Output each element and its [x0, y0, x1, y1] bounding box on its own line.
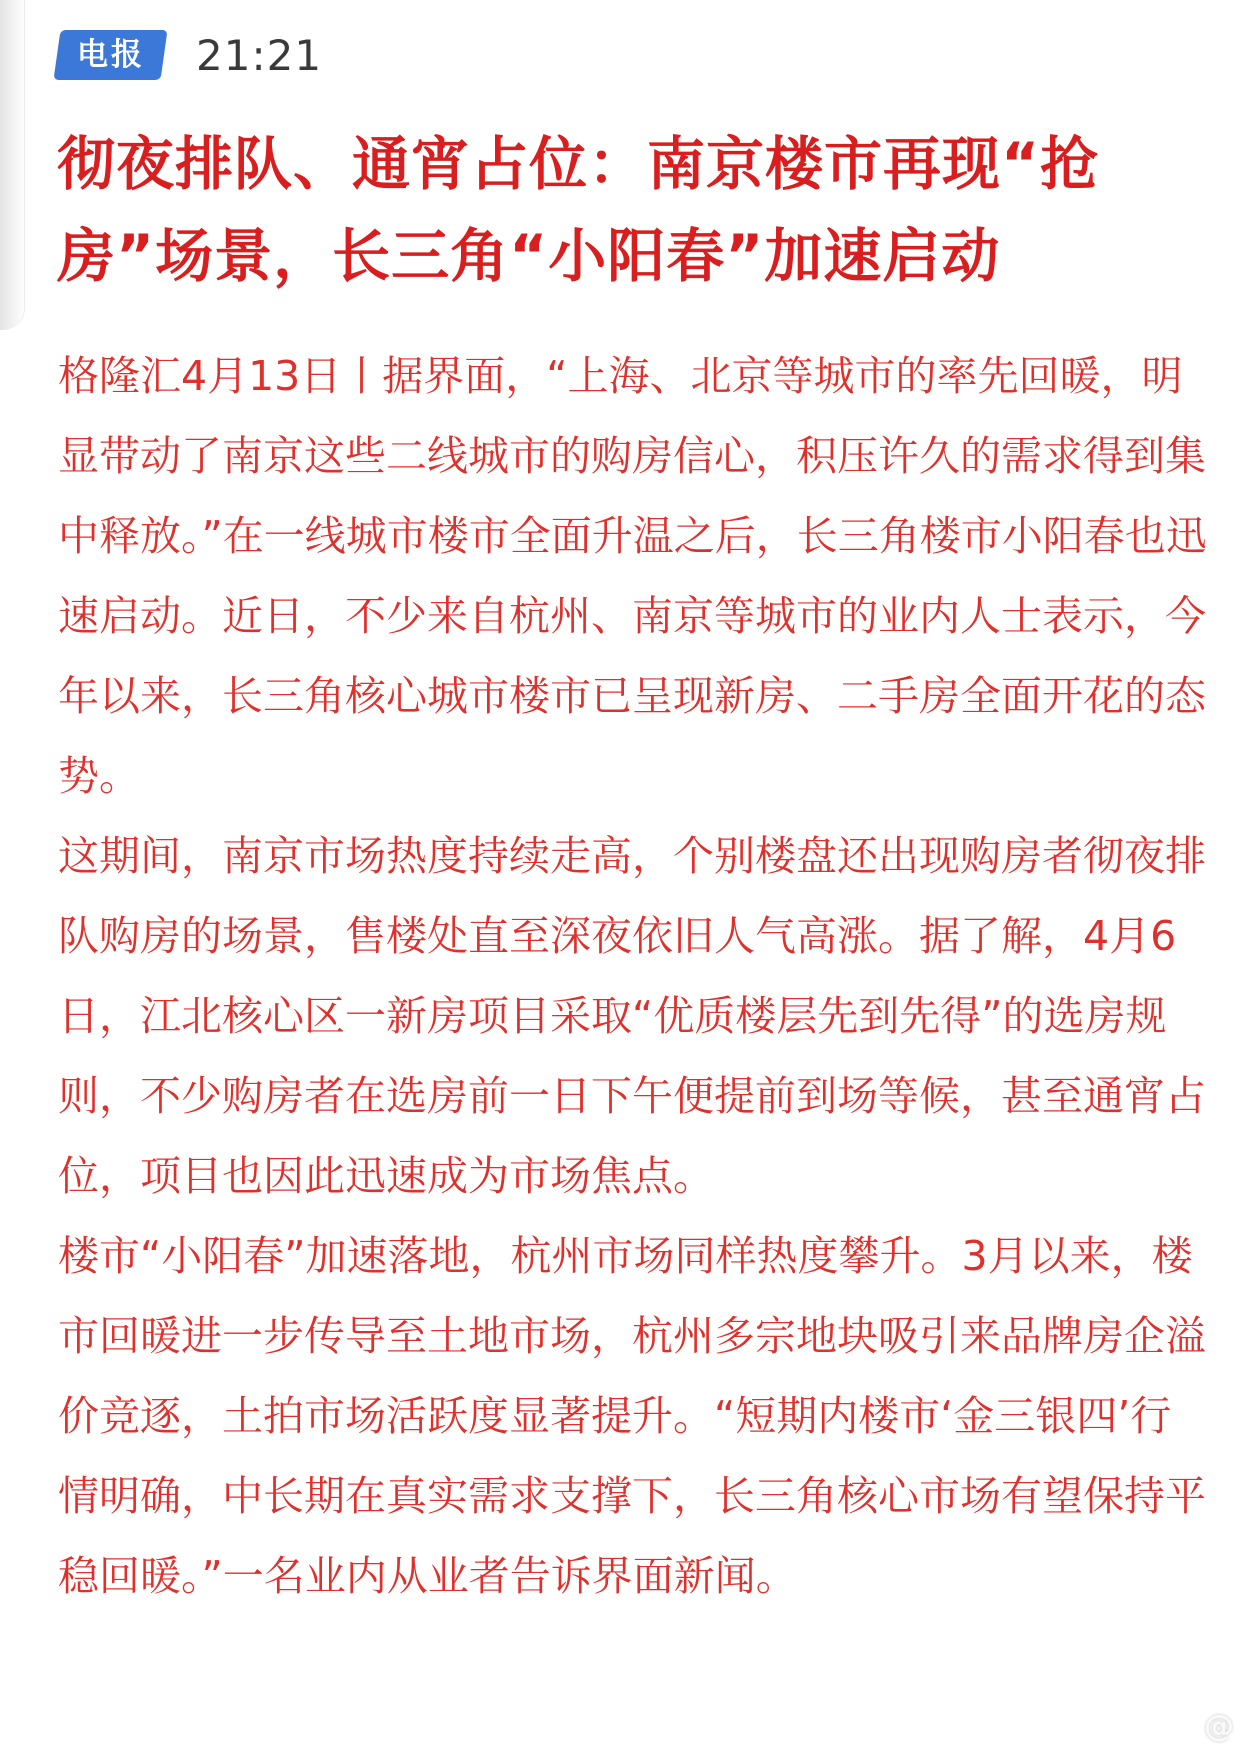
paragraph-2: 这期间，南京市场热度持续走高，个别楼盘还出现购房者彻夜排队购房的场景，售楼处直至深夜依旧人气高涨。据了解，4月6日，江北核心区一新房项目采取“优质楼层先到先得”的选房规则，不少购房者在选房前一日下午便提前到场等候，甚至通宵占位，项目也因此迅速成为市场焦点。 — [58, 832, 1206, 1200]
paragraph-1: 格隆汇4月13日丨据界面，“上海、北京等城市的率先回暖，明显带动了南京这些二线城市的购房信心，积压许久的需求得到集中释放。”在一线城市楼市全面升温之后，长三角楼市小阳春也迅速启动。近日，不少来自杭州、南京等城市的业内人士表示，今年以来，长三角核心城市楼市已呈现新房、二手房全面开花的态势。 — [58, 352, 1207, 800]
left-edge-shadow — [0, 0, 25, 330]
watermark: @ — [1204, 1709, 1234, 1744]
publish-time: 21:21 — [196, 30, 323, 80]
article-header — [57, 30, 322, 80]
telegraph-badge[interactable] — [53, 30, 167, 80]
paragraph-3: 楼市“小阳春”加速落地，杭州市场同样热度攀升。3月以来，楼市回暖进一步传导至土地市场，杭州多宗地块吸引来品牌房企溢价竞逐，土拍市场活跃度显著提升。“短期内楼市‘金三银四’行情明确，中长期在真实需求支撑下，长三角核心市场有望保持平稳回暖。”一名业内从业者告诉界面新闻。 — [58, 1232, 1206, 1600]
article-body — [58, 336, 1208, 1616]
article-title: 彻夜排队、通宵占位：南京楼市再现“抢房”场景，长三角“小阳春”加速启动 — [57, 130, 1100, 290]
badge-label: 电报 — [77, 37, 145, 73]
